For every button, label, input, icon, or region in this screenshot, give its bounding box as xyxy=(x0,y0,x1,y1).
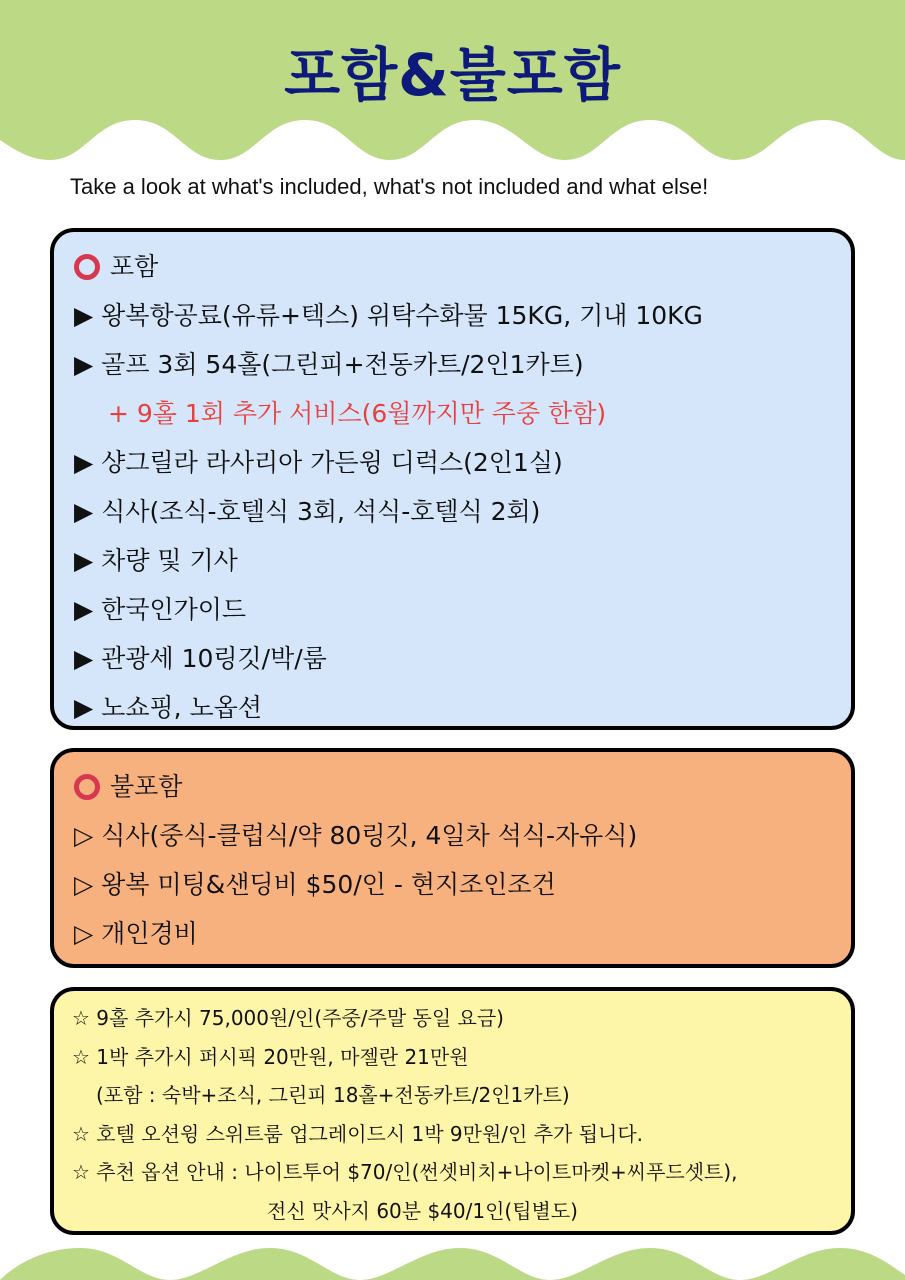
note-item: ☆ 9홀 추가시 75,000원/인(주중/주말 동일 요금) xyxy=(72,1006,504,1030)
list-item-bonus: + 9홀 1회 추가 서비스(6월까지만 주중 한함) xyxy=(108,399,607,428)
list-item: ▶ 관광세 10링깃/박/룸 xyxy=(74,644,327,673)
excluded-section xyxy=(50,748,855,968)
circle-icon xyxy=(74,774,100,800)
list-item: ▶ 차량 및 기사 xyxy=(74,546,238,575)
note-item: ☆ 호텔 오션윙 스위트룸 업그레이드시 1박 9만원/인 추가 됩니다. xyxy=(72,1121,644,1146)
list-item: ▶ 샹그릴라 라사리아 가든윙 디럭스(2인1실) xyxy=(74,448,563,477)
list-item: ▷ 식사(중식-클럽식/약 80링깃, 4일차 석식-자유식) xyxy=(74,821,638,850)
notes-section xyxy=(50,987,855,1235)
list-item: ▷ 왕복 미팅&샌딩비 $50/인 - 현지조인조건 xyxy=(74,870,556,899)
list-item: ▶ 노쇼핑, 노옵션 xyxy=(74,693,262,722)
list-item: ▶ 식사(조식-호텔식 3회, 석식-호텔식 2회) xyxy=(74,497,541,526)
circle-icon xyxy=(74,254,100,280)
subtitle: Take a look at what's included, what's not included and what else! xyxy=(70,174,709,199)
page-title: 포함&불포함 xyxy=(284,41,621,109)
included-heading: 포함 xyxy=(110,252,159,281)
note-item: 전신 맛사지 60분 $40/1인(팁별도) xyxy=(267,1198,578,1223)
note-item: (포함 : 숙박+조식, 그린피 18홀+전동카트/2인1카트) xyxy=(96,1083,570,1107)
note-item: ☆ 1박 추가시 퍼시픽 20만원, 마젤란 21만원 xyxy=(72,1044,469,1069)
included-section xyxy=(50,228,855,730)
footer-wave xyxy=(0,1240,905,1280)
note-item: ☆ 추천 옵션 안내 : 나이트투어 $70/인(썬셋비치+나이트마켓+씨푸드셋트), xyxy=(72,1160,738,1184)
list-item: ▶ 한국인가이드 xyxy=(74,595,247,624)
excluded-heading: 불포함 xyxy=(110,772,183,801)
list-item: ▶ 골프 3회 54홀(그린피+전동카트/2인1카트) xyxy=(74,350,584,379)
list-item: ▶ 왕복항공료(유류+텍스) 위탁수화물 15KG, 기내 10KG xyxy=(74,301,703,330)
list-item: ▷ 개인경비 xyxy=(74,919,198,948)
